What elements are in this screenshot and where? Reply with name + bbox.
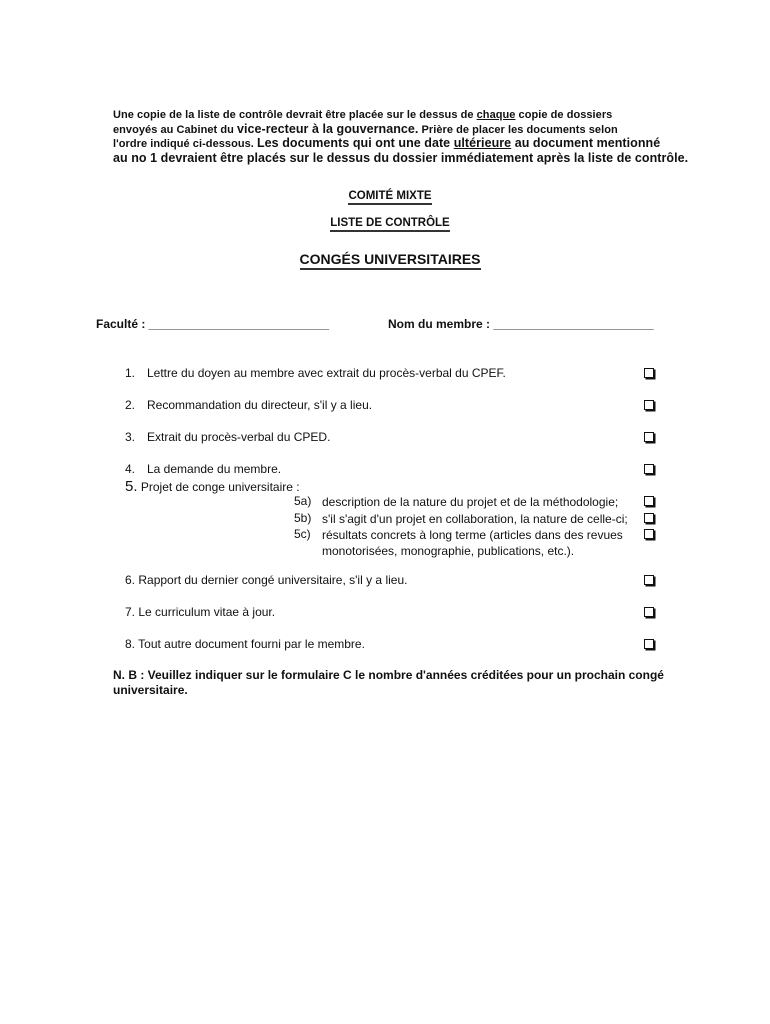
intro-line-3	[113, 137, 693, 152]
item-text: Le curriculum vitae à jour.	[138, 605, 276, 619]
item-number: 3.	[125, 430, 136, 444]
item-number: 7.	[125, 605, 136, 619]
checkbox-item-3[interactable]	[644, 432, 654, 442]
title-text: COMITÉ MIXTE	[348, 190, 431, 205]
title-conges	[0, 251, 770, 267]
item-text: Tout autre document fourni par le membre.	[138, 637, 365, 651]
checkbox-item-4[interactable]	[644, 464, 654, 474]
subitem-label: 5a)	[294, 494, 312, 508]
subitem-text: monotorisées, monographie, publications, etc.).	[322, 544, 575, 558]
intro-text: copie de dossiers	[515, 109, 613, 121]
checkbox-item-6[interactable]	[644, 575, 654, 585]
title-text: LISTE DE CONTRÔLE	[330, 217, 449, 232]
item-number: 5.	[125, 478, 138, 495]
checkbox-item-5c[interactable]	[644, 529, 654, 539]
intro-emphasis: Les documents qui ont une date	[257, 136, 454, 150]
intro-line-1	[113, 109, 693, 123]
checkbox-item-1[interactable]	[644, 368, 654, 378]
item-text: La demande du membre.	[147, 462, 282, 476]
item-number: 6.	[125, 573, 136, 587]
checklist-item-6	[125, 573, 407, 587]
checkbox-item-5a[interactable]	[644, 496, 654, 506]
item-text: Rapport du dernier congé universitaire, s'il y a lieu.	[138, 573, 408, 587]
intro-line-2	[113, 123, 693, 138]
intro-text: l'ordre indiqué ci-dessous.	[113, 138, 257, 150]
title-liste-controle	[0, 217, 770, 229]
intro-text: Une copie de la liste de contrôle devrait être placée sur le dessus de	[113, 109, 477, 121]
item-text: Recommandation du directeur, s'il y a lieu.	[147, 398, 373, 412]
nota-bene: N. B : Veuillez indiquer sur le formulaire C le nombre d'années créditées pour un prochain congé universitaire.	[113, 668, 664, 697]
item-number: 2.	[125, 398, 136, 412]
intro-underlined: ultérieure	[453, 136, 512, 150]
checkbox-item-8[interactable]	[644, 639, 654, 649]
subitem-label: 5b)	[294, 511, 312, 525]
item-number: 1.	[125, 366, 136, 380]
checklist-item-7	[125, 605, 275, 619]
checklist-item-4	[125, 462, 281, 476]
checkbox-item-5b[interactable]	[644, 513, 654, 523]
checkbox-item-2[interactable]	[644, 400, 654, 410]
intro-text: Prière de placer les documents selon	[418, 123, 618, 136]
intro-line-4: au no 1 devraient être placés sur le dessus du dossier immédiatement après la liste de contrôle.	[113, 150, 689, 165]
intro-emphasis: au document mentionné	[511, 136, 661, 150]
title-comite-mixte	[0, 190, 770, 202]
item-text: Lettre du doyen au membre avec extrait du procès-verbal du CPEF.	[147, 366, 506, 380]
item-number: 8.	[125, 637, 136, 651]
title-text: CONGÉS UNIVERSITAIRES	[300, 251, 481, 270]
item-number: 4.	[125, 462, 136, 476]
checkbox-item-7[interactable]	[644, 607, 654, 617]
checklist-item-5	[125, 478, 300, 495]
intro-text: envoyés au Cabinet du	[113, 123, 237, 136]
checklist-item-3	[125, 430, 330, 444]
intro-emphasis: vice-recteur à la gouvernance.	[236, 121, 419, 136]
checklist-item-1	[125, 366, 506, 380]
item-text: Extrait du procès-verbal du CPED.	[147, 430, 331, 444]
checklist-item-2	[125, 398, 372, 412]
intro-paragraph	[113, 109, 693, 165]
subitem-text: résultats concrets à long terme (articles dans des revues	[322, 528, 623, 542]
subitem-label: 5c)	[294, 527, 311, 541]
nom-membre-field[interactable]: Nom du membre : ________________________	[388, 317, 654, 331]
faculte-field[interactable]: Faculté : ___________________________	[96, 317, 329, 331]
intro-underlined: chaque	[476, 109, 516, 121]
checklist-item-8	[125, 637, 365, 651]
subitem-text: s'il s'agit d'un projet en collaboration, la nature de celle-ci;	[322, 512, 628, 526]
subitem-text: description de la nature du projet et de la méthodologie;	[322, 495, 619, 509]
item-text: Projet de conge universitaire :	[140, 480, 300, 494]
